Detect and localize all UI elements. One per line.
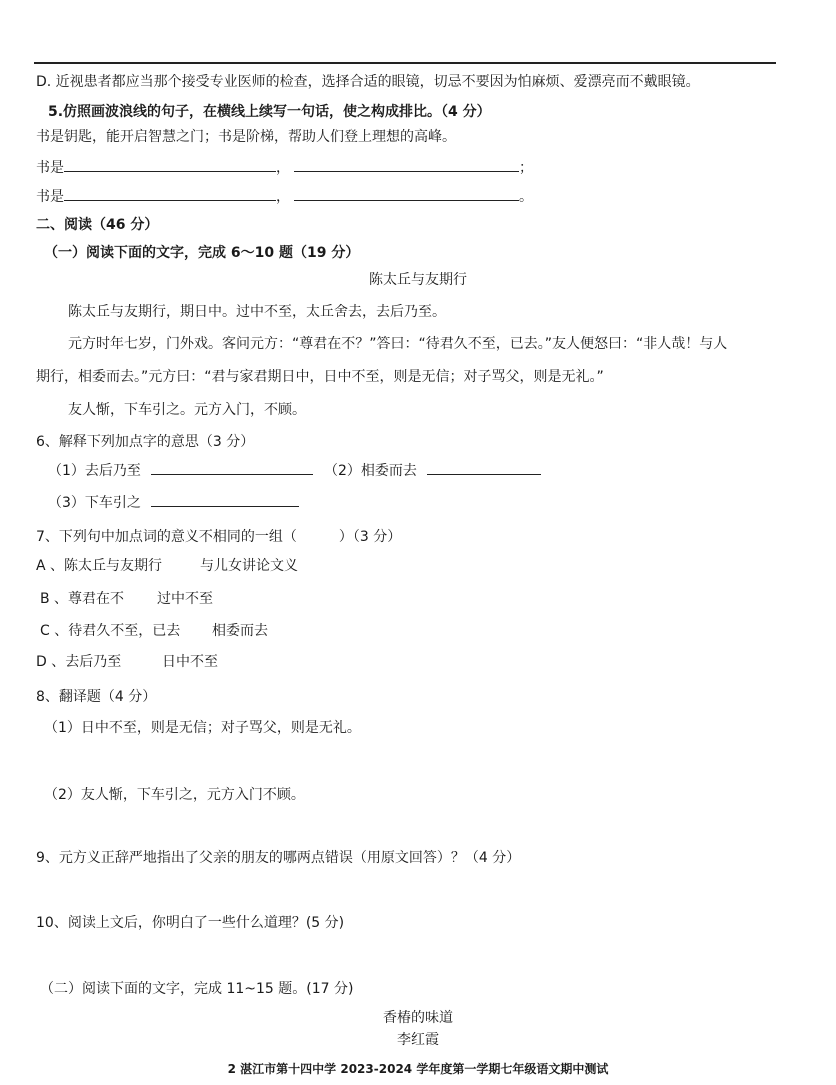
question-8-title: 8、翻译题（4 分） (36, 689, 157, 705)
item-label: （1）去后乃至 (48, 463, 141, 479)
top-divider (34, 62, 776, 64)
question-5-example: 书是钥匙，能开启智慧之门；书是阶梯，帮助人们登上理想的高峰。 (36, 129, 456, 145)
question-8-item-1: （1）日中不至，则是无信；对子骂父，则是无礼。 (44, 720, 361, 736)
answer-blank[interactable] (151, 492, 299, 507)
question-6-item-3 (48, 492, 299, 513)
answer-blank[interactable] (294, 186, 519, 201)
question-5-title: 5.仿照画波浪线的句子，在横线上续写一句话，使之构成排比。（4 分） (48, 104, 491, 120)
item-label: （3）下车引之 (48, 495, 141, 511)
question-7-option-b-pair: 过中不至 (157, 591, 213, 607)
part-1-title: （一）阅读下面的文字，完成 6～10 题（19 分） (44, 245, 360, 261)
question-5-line-2 (36, 186, 533, 207)
question-7-option-c-pair: 相委而去 (212, 623, 268, 639)
passage-paragraph-3: 友人惭，下车引之。元方入门，不顾。 (68, 402, 306, 418)
part-2-title: （二）阅读下面的文字，完成 11~15 题。(17 分) (40, 981, 354, 997)
passage-paragraph-1: 陈太丘与友期行，期日中。过中不至，太丘舍去，去后乃至。 (68, 304, 446, 320)
passage-title: 陈太丘与友期行 (369, 272, 467, 288)
item-label: （2）相委而去 (324, 463, 417, 479)
line-prefix: 书是 (36, 189, 64, 205)
passage-paragraph-2-line-2: 期行，相委而去。”元方曰：“君与家君期日中，日中不至，则是无信；对子骂父，则是无礼。” (36, 369, 604, 385)
question-7-option-b: B 、尊君在不 (40, 591, 125, 607)
question-8-item-2: （2）友人惭，下车引之，元方入门不顾。 (44, 787, 305, 803)
question-7-option-c: C 、待君久不至，已去 (40, 623, 181, 639)
line-prefix: 书是 (36, 160, 64, 176)
article-author: 李红霞 (397, 1032, 439, 1048)
line-comma: ， (276, 160, 290, 176)
question-7-option-a-pair: 与儿女讲论文义 (200, 558, 298, 574)
line-end: 。 (519, 189, 533, 205)
question-6-item-2 (324, 460, 541, 481)
question-9-title: 9、元方义正辞严地指出了父亲的朋友的哪两点错误（用原文回答）？（4 分） (36, 850, 521, 866)
question-7-option-d: D 、去后乃至 (36, 654, 122, 670)
answer-blank[interactable] (151, 460, 313, 475)
question-6-title: 6、解释下列加点字的意思（3 分） (36, 434, 255, 450)
section-2-title: 二、阅读（46 分） (36, 217, 159, 233)
question-7-option-d-pair: 日中不至 (162, 654, 218, 670)
question-7-option-a: A 、陈太丘与友期行 (36, 558, 163, 574)
question-10-title: 10、阅读上文后，你明白了一些什么道理？(5 分) (36, 915, 345, 931)
line-comma: ， (276, 189, 290, 205)
line-end: ； (519, 160, 533, 176)
answer-blank[interactable] (294, 157, 519, 172)
page-footer: 2 湛江市第十四中学 2023-2024 学年度第一学期七年级语文期中测试 (227, 1062, 609, 1076)
option-d-text: D. 近视患者都应当那个接受专业医师的检查，选择合适的眼镜，切忌不要因为怕麻烦、爱漂亮而不戴眼镜。 (36, 74, 700, 90)
question-5-line-1 (36, 157, 533, 178)
question-6-item-1 (48, 460, 313, 481)
question-7-title: 7、下列句中加点词的意义不相同的一组（ ）（3 分） (36, 529, 402, 545)
answer-blank[interactable] (64, 157, 276, 172)
answer-blank[interactable] (64, 186, 276, 201)
passage-paragraph-2-line-1: 元方时年七岁，门外戏。客问元方：“尊君在不？”答曰：“待君久不至，已去。”友人便怒曰：“非人哉！与人 (68, 336, 728, 352)
answer-blank[interactable] (427, 460, 541, 475)
article-title: 香椿的味道 (383, 1010, 453, 1026)
